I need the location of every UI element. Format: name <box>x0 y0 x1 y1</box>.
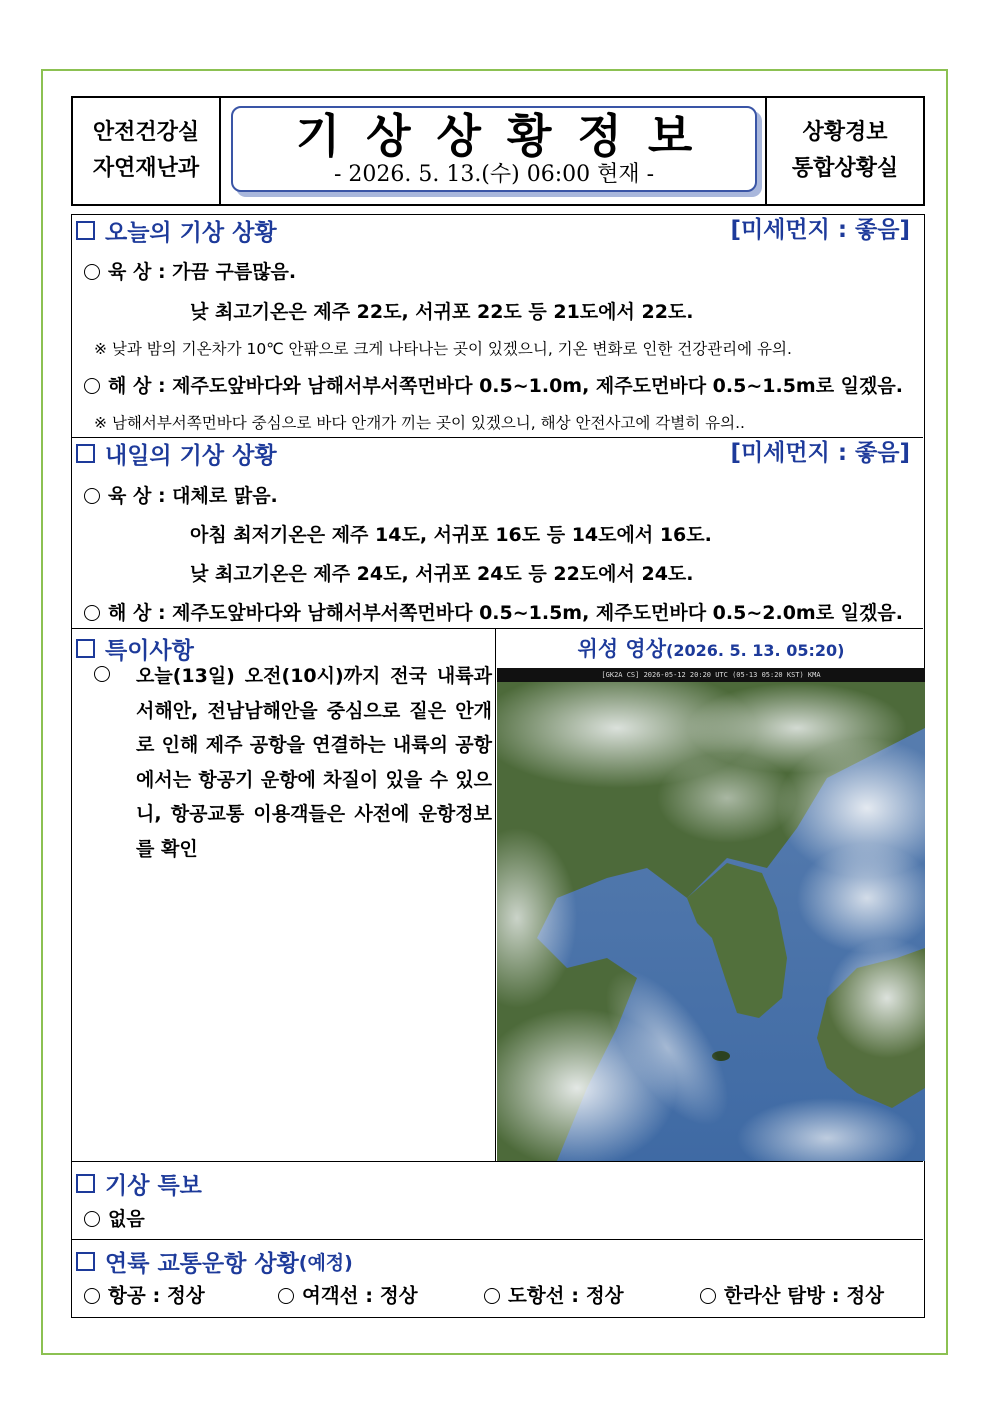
special-text: 오늘(13일) 오전(10시)까지 전국 내륙과 서해안, 전남남해안을 중심으로 짙은 안개로 인해 제주 공항을 연결하는 내륙의 공항에서는 항공기 운항에 차질이 있을 수 있으니, 항공교통 이용객들은 사전에 운항정보를 확인 <box>136 665 492 860</box>
tomorrow-land-line3: 낮 최고기온은 제주 24도, 서귀포 24도 등 22도에서 24도. <box>190 563 694 585</box>
circle-bullet-icon <box>700 1288 716 1304</box>
transport-item-label: 도항선 : 정상 <box>508 1284 624 1307</box>
today-heading <box>76 215 277 245</box>
warning-row <box>84 1204 145 1234</box>
checkbox-icon <box>76 444 95 463</box>
report-title: 기상상황정보 <box>295 109 719 163</box>
divider <box>72 628 923 629</box>
today-land-line2: 낮 최고기온은 제주 22도, 서귀포 22도 등 21도에서 22도. <box>190 301 694 323</box>
tomorrow-dust: [미세먼지 : 좋음] <box>730 440 910 466</box>
transport-item-label: 여객선 : 정상 <box>302 1284 418 1307</box>
transport-item-label: 한라산 탐방 : 정상 <box>724 1284 885 1307</box>
divider <box>72 1161 923 1162</box>
satellite-title <box>496 633 926 665</box>
circle-bullet-icon <box>84 1288 100 1304</box>
transport-item-label: 항공 : 정상 <box>108 1284 205 1307</box>
department-line1: 안전건강실 <box>92 120 200 145</box>
column-divider <box>495 629 496 1162</box>
department-block <box>73 98 221 204</box>
transport-item-hallasan <box>700 1281 884 1311</box>
today-land-row <box>84 257 296 287</box>
transport-heading-text: 연륙 교통운항 상황 <box>105 1250 299 1277</box>
today-sea-line: 제주도앞바다와 남해서부서쪽먼바다 0.5~1.0m, 제주도먼바다 0.5~1.5m로 일겠음. <box>172 375 903 397</box>
circle-bullet-icon <box>278 1288 294 1304</box>
tomorrow-sea-line: 제주도앞바다와 남해서부서쪽먼바다 0.5~1.5m, 제주도먼바다 0.5~2.0m로 일겠음. <box>172 602 903 624</box>
transport-item-air <box>84 1281 205 1311</box>
warning-value: 없음 <box>108 1208 145 1230</box>
satellite-time: (2026. 5. 13. 05:20) <box>666 641 845 660</box>
satellite-map-graphic <box>497 668 925 1161</box>
satellite-title-text: 위성 영상 <box>577 637 667 661</box>
tomorrow-land-label: 육 상 : <box>108 485 166 507</box>
transport-item-island-ferry <box>484 1281 624 1311</box>
tomorrow-heading-text: 내일의 기상 상황 <box>105 442 277 469</box>
department-line2: 자연재난과 <box>92 156 200 181</box>
checkbox-icon <box>76 1252 95 1271</box>
warning-heading <box>76 1168 202 1198</box>
checkbox-icon <box>76 1174 95 1193</box>
circle-bullet-icon <box>84 378 100 394</box>
circle-bullet-icon <box>84 605 100 621</box>
satellite-image <box>497 668 925 1161</box>
report-datetime: - 2026. 5. 13.(수) 06:00 현재 - <box>333 162 655 187</box>
office-block <box>765 98 923 204</box>
checkbox-icon <box>76 221 95 240</box>
divider <box>72 1239 923 1240</box>
tomorrow-sea-label: 해 상 : <box>108 602 166 624</box>
today-sea-label: 해 상 : <box>108 375 166 397</box>
today-land-label: 육 상 : <box>108 261 166 283</box>
transport-heading <box>76 1246 353 1276</box>
office-line2: 통합상황실 <box>791 156 899 181</box>
tomorrow-land-line1: 대체로 맑음. <box>172 485 278 507</box>
checkbox-icon <box>76 639 95 658</box>
today-sea-row <box>84 371 903 401</box>
transport-item-ferry <box>278 1281 418 1311</box>
office-line1: 상황경보 <box>802 120 888 145</box>
title-box <box>231 106 757 192</box>
today-land-line1: 가끔 구름많음. <box>172 261 297 283</box>
circle-bullet-icon <box>84 264 100 280</box>
report-body <box>71 214 925 1318</box>
circle-bullet-icon <box>84 488 100 504</box>
special-heading-text: 특이사항 <box>105 637 194 664</box>
tomorrow-sea-row <box>84 598 903 628</box>
today-dust: [미세먼지 : 좋음] <box>730 217 910 243</box>
circle-bullet-icon <box>94 666 110 682</box>
circle-bullet-icon <box>84 1211 100 1227</box>
warning-heading-text: 기상 특보 <box>105 1172 202 1199</box>
tomorrow-land-row <box>84 481 278 511</box>
today-heading-text: 오늘의 기상 상황 <box>105 219 277 246</box>
tomorrow-land-line2: 아침 최저기온은 제주 14도, 서귀포 16도 등 14도에서 16도. <box>190 524 712 546</box>
today-note2: ※ 남해서부서쪽먼바다 중심으로 바다 안개가 끼는 곳이 있겠으니, 해상 안전사고에 각별히 유의.. <box>94 414 745 432</box>
today-note1: ※ 낮과 밤의 기온차가 10℃ 안팎으로 크게 나타나는 곳이 있겠으니, 기온 변화로 인한 건강관리에 유의. <box>94 340 792 358</box>
report-header <box>71 96 925 206</box>
transport-heading-suffix: (예정) <box>298 1251 353 1274</box>
satellite-banner: [GK2A CS] 2026-05-12 20:20 UTC (05-13 05:20 KST) KMA <box>497 668 925 682</box>
circle-bullet-icon <box>484 1288 500 1304</box>
tomorrow-heading <box>76 438 277 468</box>
